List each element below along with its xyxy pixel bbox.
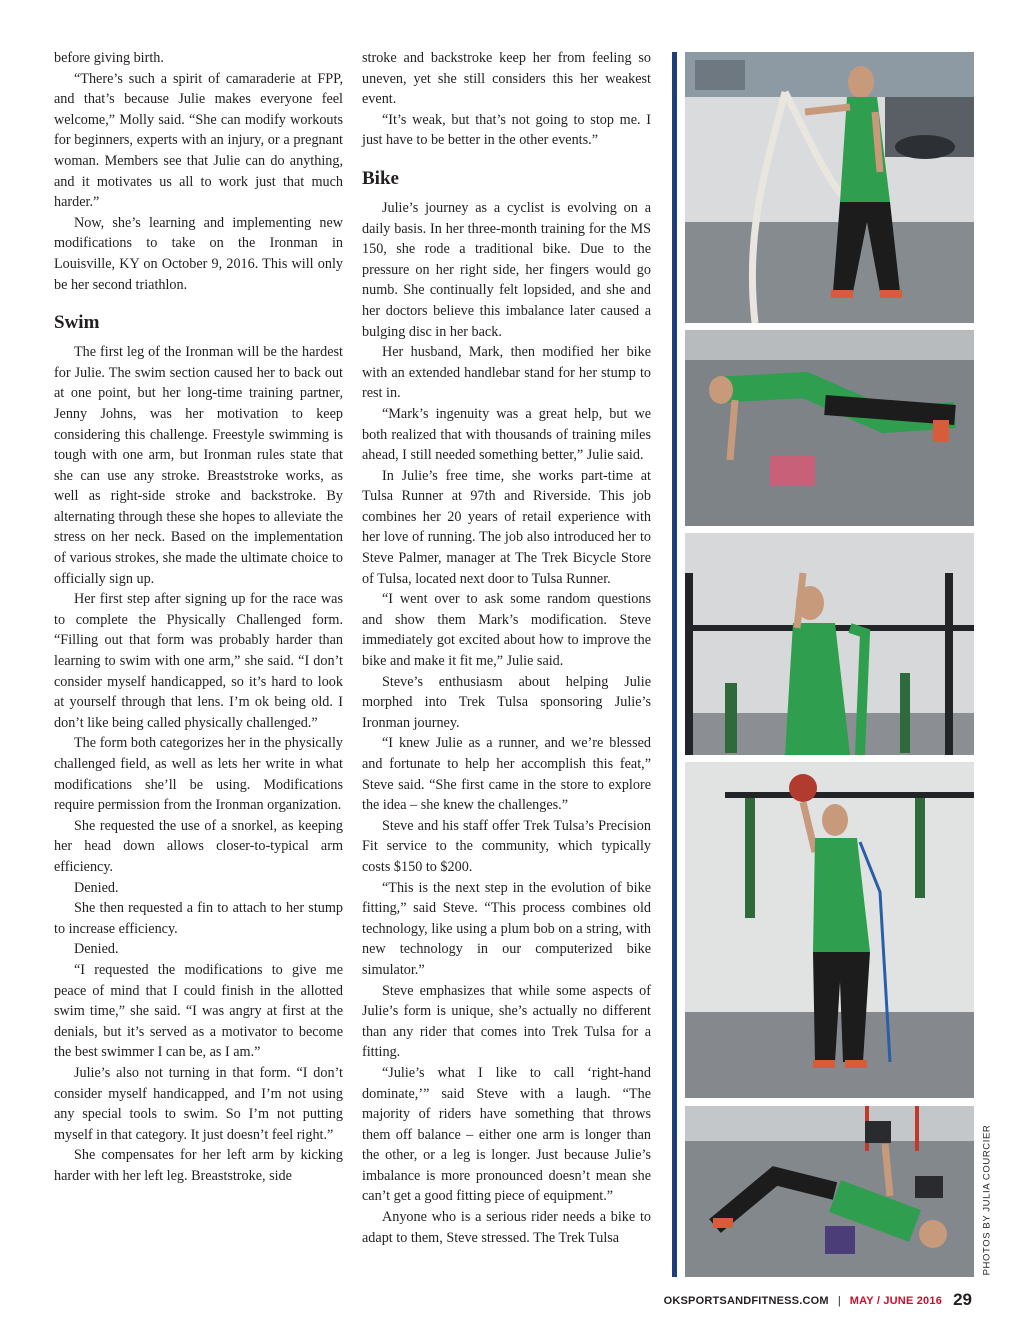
paragraph: “There’s such a spirit of camaraderie at FPP, and that’s because Julie makes everyone feel welcome,” Molly said. “She can modify workouts for beginners, experts with an injury, or a pregnant woman. Members see that Julie can do anything, and it motivates us all to work just that much harder.” xyxy=(54,70,343,211)
paragraph: “It’s weak, but that’s not going to stop me. I just have to be better in the other events.” xyxy=(362,111,651,149)
article-column-2 xyxy=(362,48,651,1248)
paragraph: “I requested the modifications to give me peace of mind that I could finish in the allotted swim time,” she said. “I was angry at first at the denials, but it’s served as a motivator to become the best swimmer I can be, as I am.” xyxy=(54,961,343,1061)
paragraph: Julie’s also not turning in that form. “I don’t consider myself handicapped, and I’m not using any special tools to swim. So I’m not putting myself in that category. It just doesn’t feel right.” xyxy=(54,1064,343,1143)
footer-website: OKSPORTSANDFITNESS.COM xyxy=(663,1295,829,1307)
photo-battle-ropes xyxy=(685,52,974,323)
paragraph: She requested the use of a snorkel, as keeping her head down allows closer-to-typical arm efficiency. xyxy=(54,817,343,875)
paragraph: before giving birth. xyxy=(54,50,164,66)
section-heading: Bike xyxy=(362,167,399,189)
section-heading: Swim xyxy=(54,312,100,334)
page-number: 29 xyxy=(953,1290,972,1309)
photo-floor-dumbbell xyxy=(685,1106,974,1277)
photo-credit-text: PHOTOS BY JULIA COURCIER xyxy=(981,1124,993,1275)
paragraph: “I knew Julie as a runner, and we’re blessed and fortunate to help her accomplish this feat,” Steve said. “She first came in the store to explore the idea – she knew the challenges.” xyxy=(362,735,651,814)
paragraph: “Mark’s ingenuity was a great help, but we both realized that with thousands of training miles ahead, I still needed something better,” Julie said. xyxy=(362,405,651,464)
paragraph: Denied. xyxy=(74,879,119,896)
paragraph: The first leg of the Ironman will be the hardest for Julie. The swim section caused her to back out at one point, but her long-time training partner, Jenny Johns, was her motivation to keep considering this challenge. Freestyle swimming is tough with one arm, but Ironman rules state that she can use any stroke. Breaststroke works, as well as right-side stroke and backstroke. By alternating through these she hopes to alleviate the stress on her neck. Based on the implementation of various strokes, she made the ultimate choice to officially sign up. xyxy=(54,344,343,587)
page-footer xyxy=(664,1290,972,1310)
photo-accent-bar xyxy=(672,52,677,1277)
paragraph: “Julie’s what I like to call ‘right-hand dominate,’” said Steve with a laugh. “The majority of riders have something that throws them off balance – either one arm is longer than the other, or a leg is longer. Just because Julie’s imbalance is more pronounced doesn’t mean she can’t get a good fitting piece of equipment.” xyxy=(362,1064,651,1205)
paragraph: Steve’s enthusiasm about helping Julie morphed into Trek Tulsa sponsoring Julie’s Ironman journey. xyxy=(362,673,651,731)
paragraph: Anyone who is a serious rider needs a bike to adapt to them, Steve stressed. The Trek Tulsa xyxy=(362,1209,651,1246)
photo-credit xyxy=(976,1122,998,1277)
paragraph: Now, she’s learning and implementing new modifications to take on the Ironman in Louisville, KY on October 9, 2016. This will only be her second triathlon. xyxy=(54,214,343,293)
paragraph: “I went over to ask some random questions and show them Mark’s modification. Steve immediately got excited about how to improve the bike and make it fit me,” Julie said. xyxy=(362,591,651,670)
paragraph: In Julie’s free time, she works part-time at Tulsa Runner at 97th and Riverside. This job combines her 20 years of retail experience with her love of running. The job also introduced her to Steve Palmer, manager at The Trek Bicycle Store of Tulsa, located next door to Tulsa Runner. xyxy=(362,467,651,587)
article-column-1 xyxy=(54,48,343,1186)
paragraph: She then requested a fin to attach to her stump to increase efficiency. xyxy=(54,900,343,937)
paragraph: Her husband, Mark, then modified her bike with an extended handlebar stand for her stump to rest in. xyxy=(362,344,651,402)
paragraph: Julie’s journey as a cyclist is evolving on a daily basis. In her three-month training for the MS 150, she rode a traditional bike. Due to the pressure on her right side, her fingers would go numb. She continually felt lopsided, and she and her doctors believe this imbalance later caused a bulging disc in her back. xyxy=(362,199,651,340)
photo-pull-up xyxy=(685,533,974,755)
paragraph: Her first step after signing up for the race was to complete the Physically Challenged form. “Filling out that form was probably harder than learning to swim with one arm,” she said. “I don’t consider myself handicapped, so it’s hard to look at yourself through that lens. I’m ok being old. I don’t like being called physically challenged.” xyxy=(54,591,343,731)
paragraph: Steve emphasizes that while some aspects of Julie’s form is unique, she’s actually no different than any rider that comes into Trek Tulsa for a fitting. xyxy=(362,982,651,1061)
paragraph: stroke and backstroke keep her from feeling so uneven, yet she still considers this her weakest event. xyxy=(362,50,651,108)
footer-separator: | xyxy=(837,1295,841,1307)
photo-kettlebell-press xyxy=(685,762,974,1098)
photo-plank-block xyxy=(685,330,974,526)
paragraph: The form both categorizes her in the physically challenged field, as well as lets her write in what modifications she’ll be using. Modifications require permission from the Ironman organization. xyxy=(54,735,343,814)
paragraph: Steve and his staff offer Trek Tulsa’s Precision Fit service to the community, which typically costs $150 to $200. xyxy=(362,817,651,875)
footer-issue-date: MAY / JUNE 2016 xyxy=(849,1295,943,1307)
paragraph: She compensates for her left arm by kicking harder with her left leg. Breaststroke, side xyxy=(54,1147,343,1184)
paragraph: “This is the next step in the evolution of bike fitting,” said Steve. “This process combines old technology, like using a plum bob on a string, with new technology in our computerized bike simulator.” xyxy=(362,879,651,978)
paragraph: Denied. xyxy=(74,941,119,958)
